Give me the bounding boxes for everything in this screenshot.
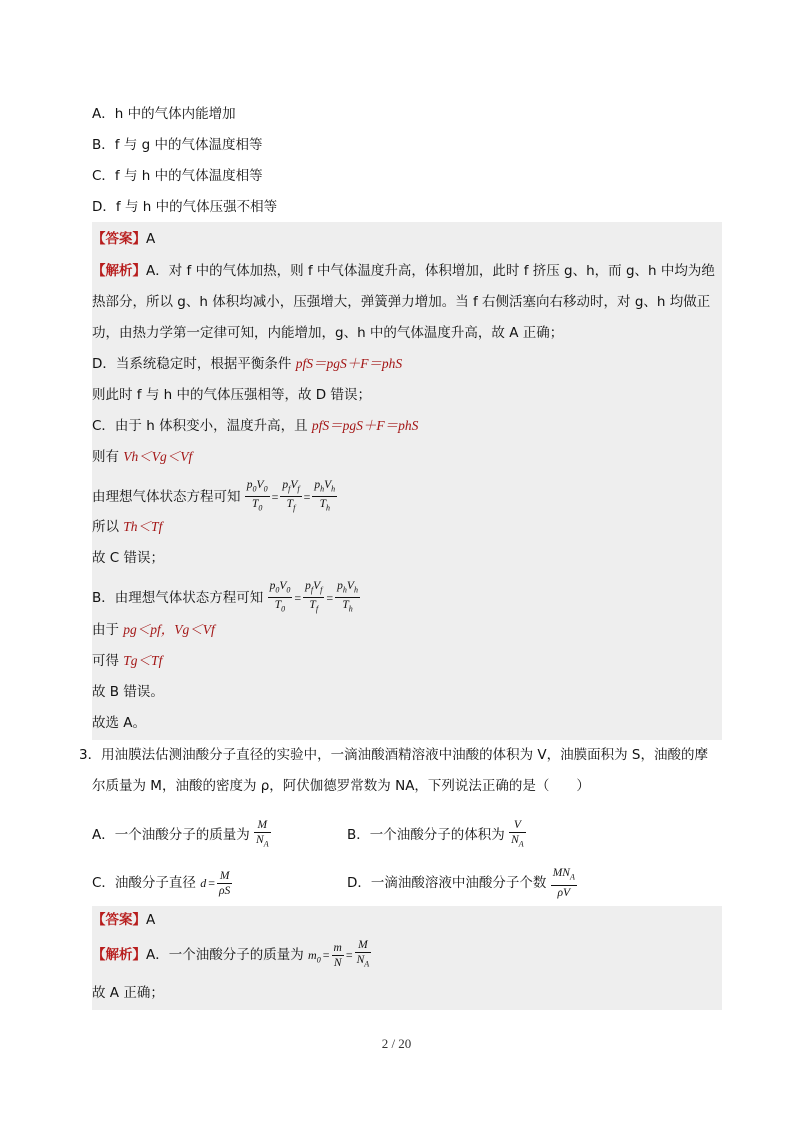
analysis-line-2: 热部分，所以 g、h 体积均减小，压强增大，弹簧弹力增加。当 f 右侧活塞向右移动时，对 g、h 均做正 <box>92 294 711 310</box>
analysis-c-line <box>92 416 418 436</box>
q3-option-d <box>347 866 577 900</box>
since-line <box>92 620 215 640</box>
analysis-d-conclusion: 则此时 f 与 h 中的气体压强相等，故 D 错误； <box>92 387 371 403</box>
answer-tag: 【答案】 <box>92 231 146 247</box>
get-prefix: 可得 <box>92 653 124 669</box>
option-b: B．f 与 g 中的气体温度相等 <box>92 137 263 153</box>
state-equation-formula-2: $\frac{p_0V_0}{T_0}$ = $\frac{p_fV_f}{T_f}$ = $\frac{p_hV_h}{T_h}$ <box>269 580 358 614</box>
d-prefix: D．当系统稳定时，根据平衡条件 <box>92 356 296 372</box>
state-eq-prefix: 由理想气体状态方程可知 <box>92 488 241 505</box>
state-equation-formula: $\frac{p_0V_0}{T_0}$ = $\frac{p_fV_f}{T_f}$ = $\frac{p_hV_h}{T_h}$ <box>246 479 336 513</box>
c-conclusion: 故 C 错误； <box>92 550 165 566</box>
q3-answer-tag: 【答案】 <box>92 912 146 928</box>
option-d: D．f 与 h 中的气体压强不相等 <box>92 199 278 215</box>
q3-option-b-text: B．一个油酸分子的体积为 <box>347 827 505 843</box>
temp-relation-line-1 <box>92 517 162 537</box>
q3-option-d-formula: $\frac{MN_A}{\rho V}$ <box>552 867 575 899</box>
q3-option-a-formula: $\frac{M}{N_A}$ <box>256 819 269 849</box>
q3-answer-value: A <box>146 912 156 928</box>
q3-answer-line <box>92 910 155 930</box>
c-prefix: C．由于 h 体积变小，温度升高，且 <box>92 418 312 434</box>
q3-stem-line-1: 3．用油膜法估测油酸分子直径的实验中，一滴油酸酒精溶液中油酸的体积为 V，油膜面积为 S，油酸的摩 <box>79 747 708 763</box>
final-choice: 故选 A。 <box>92 715 147 731</box>
analysis-tag: 【解析】 <box>92 263 146 279</box>
q3-stem-line-2: 尔质量为 M，油酸的密度为 ρ，阿伏伽德罗常数为 NA，下列说法正确的是（ ） <box>92 778 590 794</box>
q3-option-b <box>347 818 526 852</box>
q3-option-a <box>92 818 271 852</box>
q3-option-d-text: D．一滴油酸溶液中油酸分子个数 <box>347 875 547 891</box>
b-conclusion: 故 B 错误。 <box>92 684 164 700</box>
q3-option-c: C．油酸分子直径 d = $\frac{M}{\rho S}$ <box>92 869 231 897</box>
volume-relation: Vh＜Vg＜Vf <box>123 449 193 464</box>
q3-analysis-text: A．一个油酸分子的质量为 <box>146 947 304 963</box>
q3-option-c-formula: $\frac{M}{\rho S}$ <box>219 869 231 897</box>
temp-relation-2: Tg＜Tf <box>123 653 163 668</box>
q3-option-a-text: A．一个油酸分子的质量为 <box>92 827 250 843</box>
analysis-text-1: A．对 f 中的气体加热，则 f 中气体温度升高，体积增加，此时 f 挤压 g、h，而 g、h 中均为绝 <box>146 263 715 279</box>
equilibrium-equation-2: pfS＝pgS＋F＝phS <box>311 418 419 433</box>
answer-line <box>92 229 155 249</box>
temp-relation-1: Th＜Tf <box>123 519 163 534</box>
since-prefix: 由于 <box>92 622 124 638</box>
volume-relation-line <box>92 447 192 467</box>
answer-value: A <box>146 231 156 247</box>
option-a: A．h 中的气体内能增加 <box>92 106 236 122</box>
since-relation: pg＜pf，Vg＜Vf <box>123 622 215 637</box>
page-number: 2 / 20 <box>381 1036 412 1051</box>
q3-option-b-formula: $\frac{V}{N_A}$ <box>511 819 524 849</box>
equilibrium-equation: pfS＝pgS＋F＝phS <box>295 356 403 371</box>
state-equation-line-1 <box>92 478 337 516</box>
q3-analysis-line-1 <box>92 938 371 977</box>
analysis-d-line <box>92 354 402 374</box>
q3-mass-formula: $m_0$ = $\frac{m}{N}$ = $\frac{M}{N_A}$ <box>308 939 370 969</box>
q3-analysis-tag: 【解析】 <box>92 947 146 963</box>
analysis-line-1 <box>92 261 715 281</box>
option-c: C．f 与 h 中的气体温度相等 <box>92 168 263 184</box>
q3-option-c-text: C．油酸分子直径 <box>92 875 196 891</box>
analysis-line-3: 功，由热力学第一定律可知，内能增加，g、h 中的气体温度升高，故 A 正确； <box>92 325 564 341</box>
temp-relation-line-2 <box>92 651 162 671</box>
state-equation-line-2 <box>92 579 360 617</box>
then-prefix: 则有 <box>92 449 124 465</box>
b-prefix: B．由理想气体状态方程可知 <box>92 589 264 606</box>
so-prefix: 所以 <box>92 519 124 535</box>
q3-conclusion: 故 A 正确； <box>92 985 164 1001</box>
